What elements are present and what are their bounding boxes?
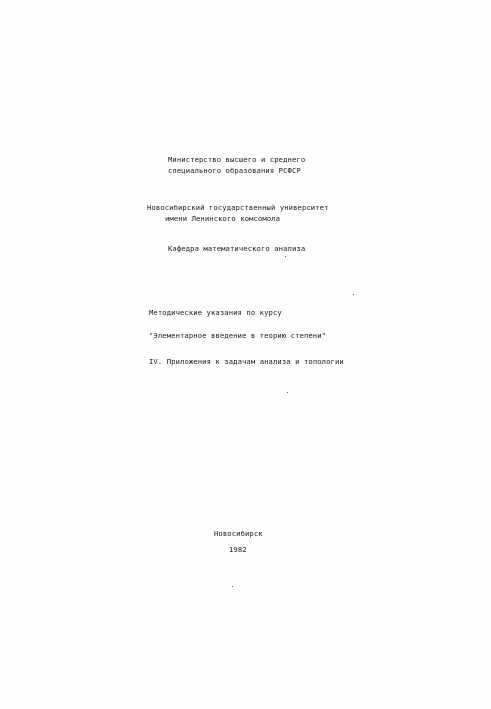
ministry-line-1: Министерство высшего и среднего — [168, 155, 306, 164]
course-name: "Элементарное введение в теорию степени" — [149, 331, 327, 340]
scan-speck — [287, 392, 288, 393]
scan-speck — [285, 256, 286, 257]
course-intro: Методические указания по курсу — [149, 308, 282, 317]
university-line-1: Новосибирский государственный университет — [147, 203, 329, 212]
scan-speck — [232, 586, 233, 587]
imprint-year: 1982 — [229, 545, 247, 554]
imprint-city: Новосибирск — [214, 529, 263, 538]
department-name: Кафедра математического анализа — [168, 244, 306, 253]
scan-speck — [353, 294, 354, 295]
part-line — [149, 357, 344, 367]
part-number: IV. — [149, 357, 163, 366]
university-line-2: имени Ленинского комсомола — [165, 214, 281, 223]
part-title: Приложения к задачам анализа и топологии — [166, 357, 344, 366]
ministry-line-2: специального образования РСФСР — [168, 166, 301, 175]
